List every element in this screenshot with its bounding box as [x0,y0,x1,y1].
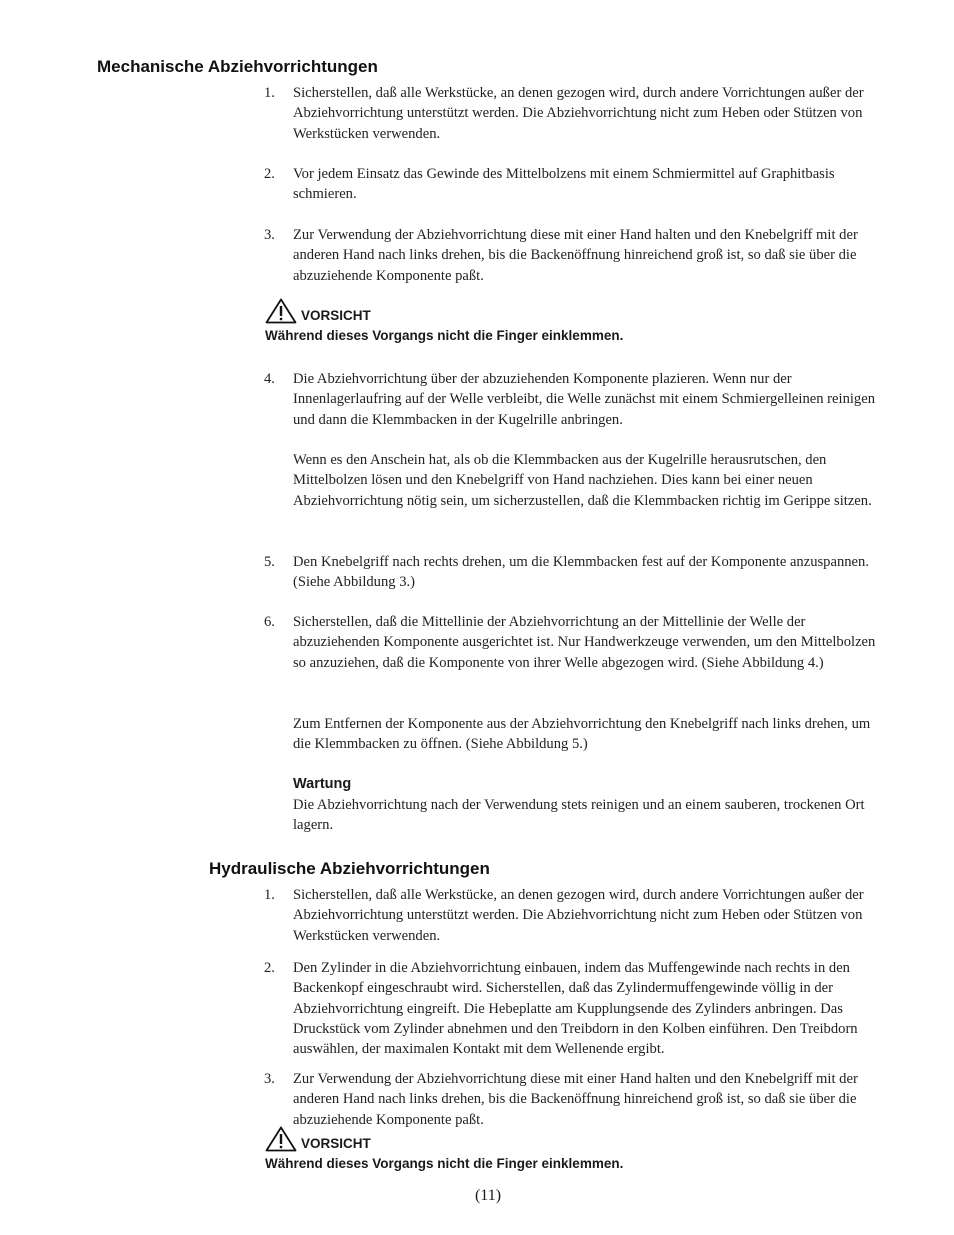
list-item [264,885,884,946]
list-item [264,83,884,144]
caution-label: VORSICHT [301,1136,371,1151]
list-item [264,612,884,673]
caution-text: Während dieses Vorgangs nicht die Finger einklemmen. [265,328,624,343]
list-item [264,369,884,430]
item-text: Sicherstellen, daß alle Werkstücke, an denen gezogen wird, durch andere Vorrichtungen außer der Abziehvorrichtung unterstützt werden. Die Abziehvorrichtung nicht zum Heben oder Stützen von Werkstücken verwenden. [293,85,864,142]
item-text: Den Zylinder in die Abziehvorrichtung einbauen, indem das Muffengewinde nach rechts in den Backenkopf eingeschraubt wird. Sicherstellen, daß das Zylindermuffengewinde völlig in der Abziehvorrichtung eingreift. Die Hebeplatte am Kupplungsende des Zylinders anbringen. Das Druckstück vom Zylinder abnehmen und den Treibdorn in den Kolben einführen. Den Treibdorn auswählen, der maximalen Kontakt mit dem Wellenende ergibt. [293,960,858,1058]
item-number: 4. [264,371,275,387]
item-number: 5. [264,554,275,570]
caution-notice [265,298,623,343]
page-number: (11) [474,1187,502,1204]
item-text: Die Abziehvorrichtung über der abzuziehenden Komponente plazieren. Wenn nur der Innenlagerlaufring auf der Welle verbleibt, die Welle zunächst mit einem Schmiergelleinen reinigen und dann die Klemmbacken in der Kugelrille anbringen. [293,371,875,428]
list-item [264,164,884,205]
item-number: 2. [264,960,275,976]
item-number: 1. [264,887,275,903]
item-number: 2. [264,166,275,182]
hydraulic-section-heading: Hydraulische Abziehvorrichtungen [209,859,490,878]
caution-text: Während dieses Vorgangs nicht die Finger einklemmen. [265,1156,624,1171]
item-number: 6. [264,614,275,630]
list-item [264,1069,884,1130]
item-note: Wenn es den Anschein hat, als ob die Klemmbacken aus der Kugelrille herausrutschen, den Mittelbolzen lösen und den Knebelgriff von Hand nachziehen. Dies kann bei einer neuen Abziehvorrichtung nötig sein, um sicherzustellen, daß die Klemmbacken richtig im Gerippe sitzen. [293,452,872,509]
mechanical-section-heading: Mechanische Abziehvorrichtungen [97,57,378,76]
item-number: 1. [264,85,275,101]
maintenance-heading: Wartung [293,776,352,792]
item-number: 3. [264,227,275,243]
item-note: Zum Entfernen der Komponente aus der Abziehvorrichtung den Knebelgriff nach links drehen, um die Klemmbacken zu öffnen. (Siehe Abbildung 5.) [293,716,871,753]
maintenance-text: Die Abziehvorrichtung nach der Verwendung stets reinigen und an einem sauberen, trockenen Ort lagern. [293,797,865,834]
item-number: 3. [264,1071,275,1087]
caution-notice [265,1126,623,1171]
warning-triangle-icon [265,298,297,324]
item-text: Sicherstellen, daß alle Werkstücke, an denen gezogen wird, durch andere Vorrichtungen außer der Abziehvorrichtung unterstützt werden. Die Abziehvorrichtung nicht zum Heben oder Stützen von Werkstücken verwenden. [293,887,864,944]
list-item [264,552,884,593]
list-item [264,958,884,1059]
item-text: Den Knebelgriff nach rechts drehen, um die Klemmbacken fest auf der Komponente anzuspannen. (Siehe Abbildung 3.) [293,554,869,591]
item-text: Zur Verwendung der Abziehvorrichtung diese mit einer Hand halten und den Knebelgriff mit der anderen Hand nach links drehen, bis die Backenöffnung hinreichend groß ist, so daß sie über die abzuziehende Komponente paßt. [293,1071,858,1128]
list-item [264,225,884,286]
caution-label: VORSICHT [301,308,371,323]
item-text: Sicherstellen, daß die Mittellinie der Abziehvorrichtung an der Mittellinie der Welle der abzuziehenden Komponente ausgerichtet ist. Nur Handwerkzeuge verwenden, um den Mittelbolzen so anzuziehen, daß die Komponente von ihrer Welle abgezogen wird. (Siehe Abbildung 4.) [293,614,876,671]
warning-triangle-icon [265,1126,297,1152]
item-text: Vor jedem Einsatz das Gewinde des Mittelbolzens mit einem Schmiermittel auf Graphitbasis schmieren. [293,166,835,203]
item-text: Zur Verwendung der Abziehvorrichtung diese mit einer Hand halten und den Knebelgriff mit der anderen Hand nach links drehen, bis die Backenöffnung hinreichend groß ist, so daß sie über die abzuziehende Komponente paßt. [293,227,858,284]
